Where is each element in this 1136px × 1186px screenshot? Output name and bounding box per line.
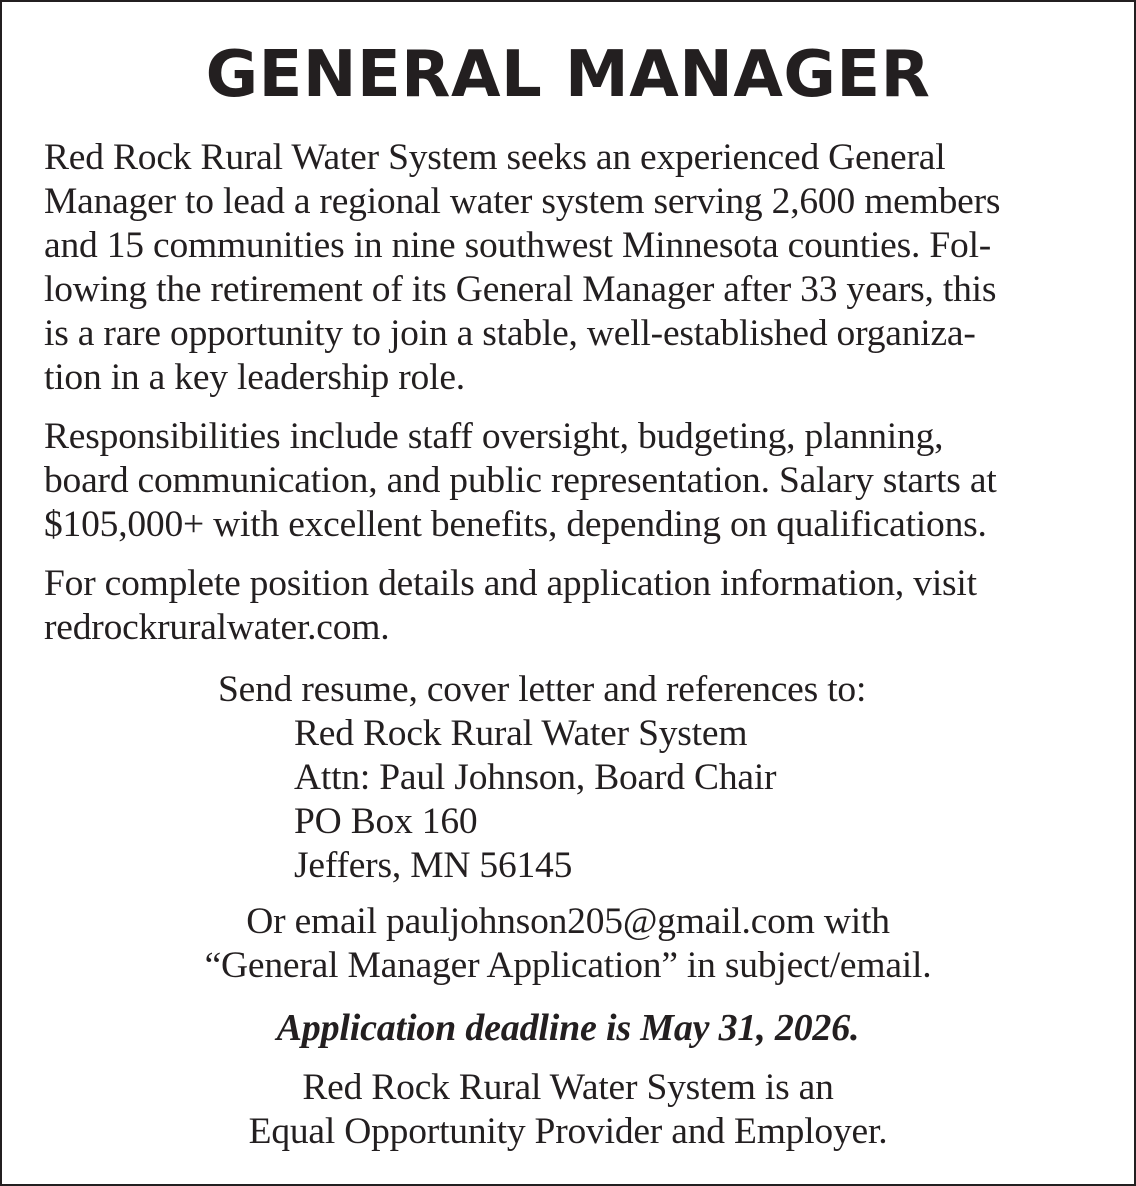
eeo-statement <box>2 1066 1134 1154</box>
send-to-heading: Send resume, cover letter and references to: <box>218 669 867 710</box>
intro-line: and 15 communities in nine southwest Minnesota counties. Fol- <box>44 225 992 266</box>
application-deadline <box>2 1006 1134 1050</box>
intro-line: Red Rock Rural Water System seeks an experienced General <box>44 137 946 178</box>
email-line: Or email pauljohnson205@gmail.com with <box>246 901 890 942</box>
address-line: Jeffers, MN 56145 <box>294 845 573 886</box>
intro-line: is a rare opportunity to join a stable, well-established organiza- <box>44 313 976 354</box>
address-line: Red Rock Rural Water System <box>294 713 748 754</box>
email-line: “General Manager Application” in subject/email. <box>204 945 932 986</box>
mailing-address-block <box>218 668 866 888</box>
details-line: For complete position details and application information, visit <box>44 563 977 604</box>
responsibilities-paragraph <box>44 415 1104 547</box>
eeo-line: Equal Opportunity Provider and Employer. <box>248 1111 888 1152</box>
intro-line: tion in a key leadership role. <box>44 357 465 398</box>
responsibilities-line: Responsibilities include staff oversight, budgeting, planning, <box>44 416 944 457</box>
details-paragraph <box>44 562 1104 650</box>
email-instructions <box>2 900 1134 988</box>
intro-line: lowing the retirement of its General Manager after 33 years, this <box>44 269 997 310</box>
deadline-text: Application deadline is May 31, 2026. <box>276 1007 860 1049</box>
intro-paragraph <box>44 136 1104 400</box>
details-line: redrockruralwater.com. <box>44 607 390 648</box>
address-line: Attn: Paul Johnson, Board Chair <box>294 757 777 798</box>
responsibilities-line: board communication, and public representation. Salary starts at <box>44 460 997 501</box>
eeo-line: Red Rock Rural Water System is an <box>302 1067 834 1108</box>
responsibilities-line: $105,000+ with excellent benefits, depending on qualifications. <box>44 504 987 545</box>
intro-line: Manager to lead a regional water system serving 2,600 members <box>44 181 1001 222</box>
address-line: PO Box 160 <box>294 801 478 842</box>
ad-title: GENERAL MANAGER <box>205 38 931 112</box>
